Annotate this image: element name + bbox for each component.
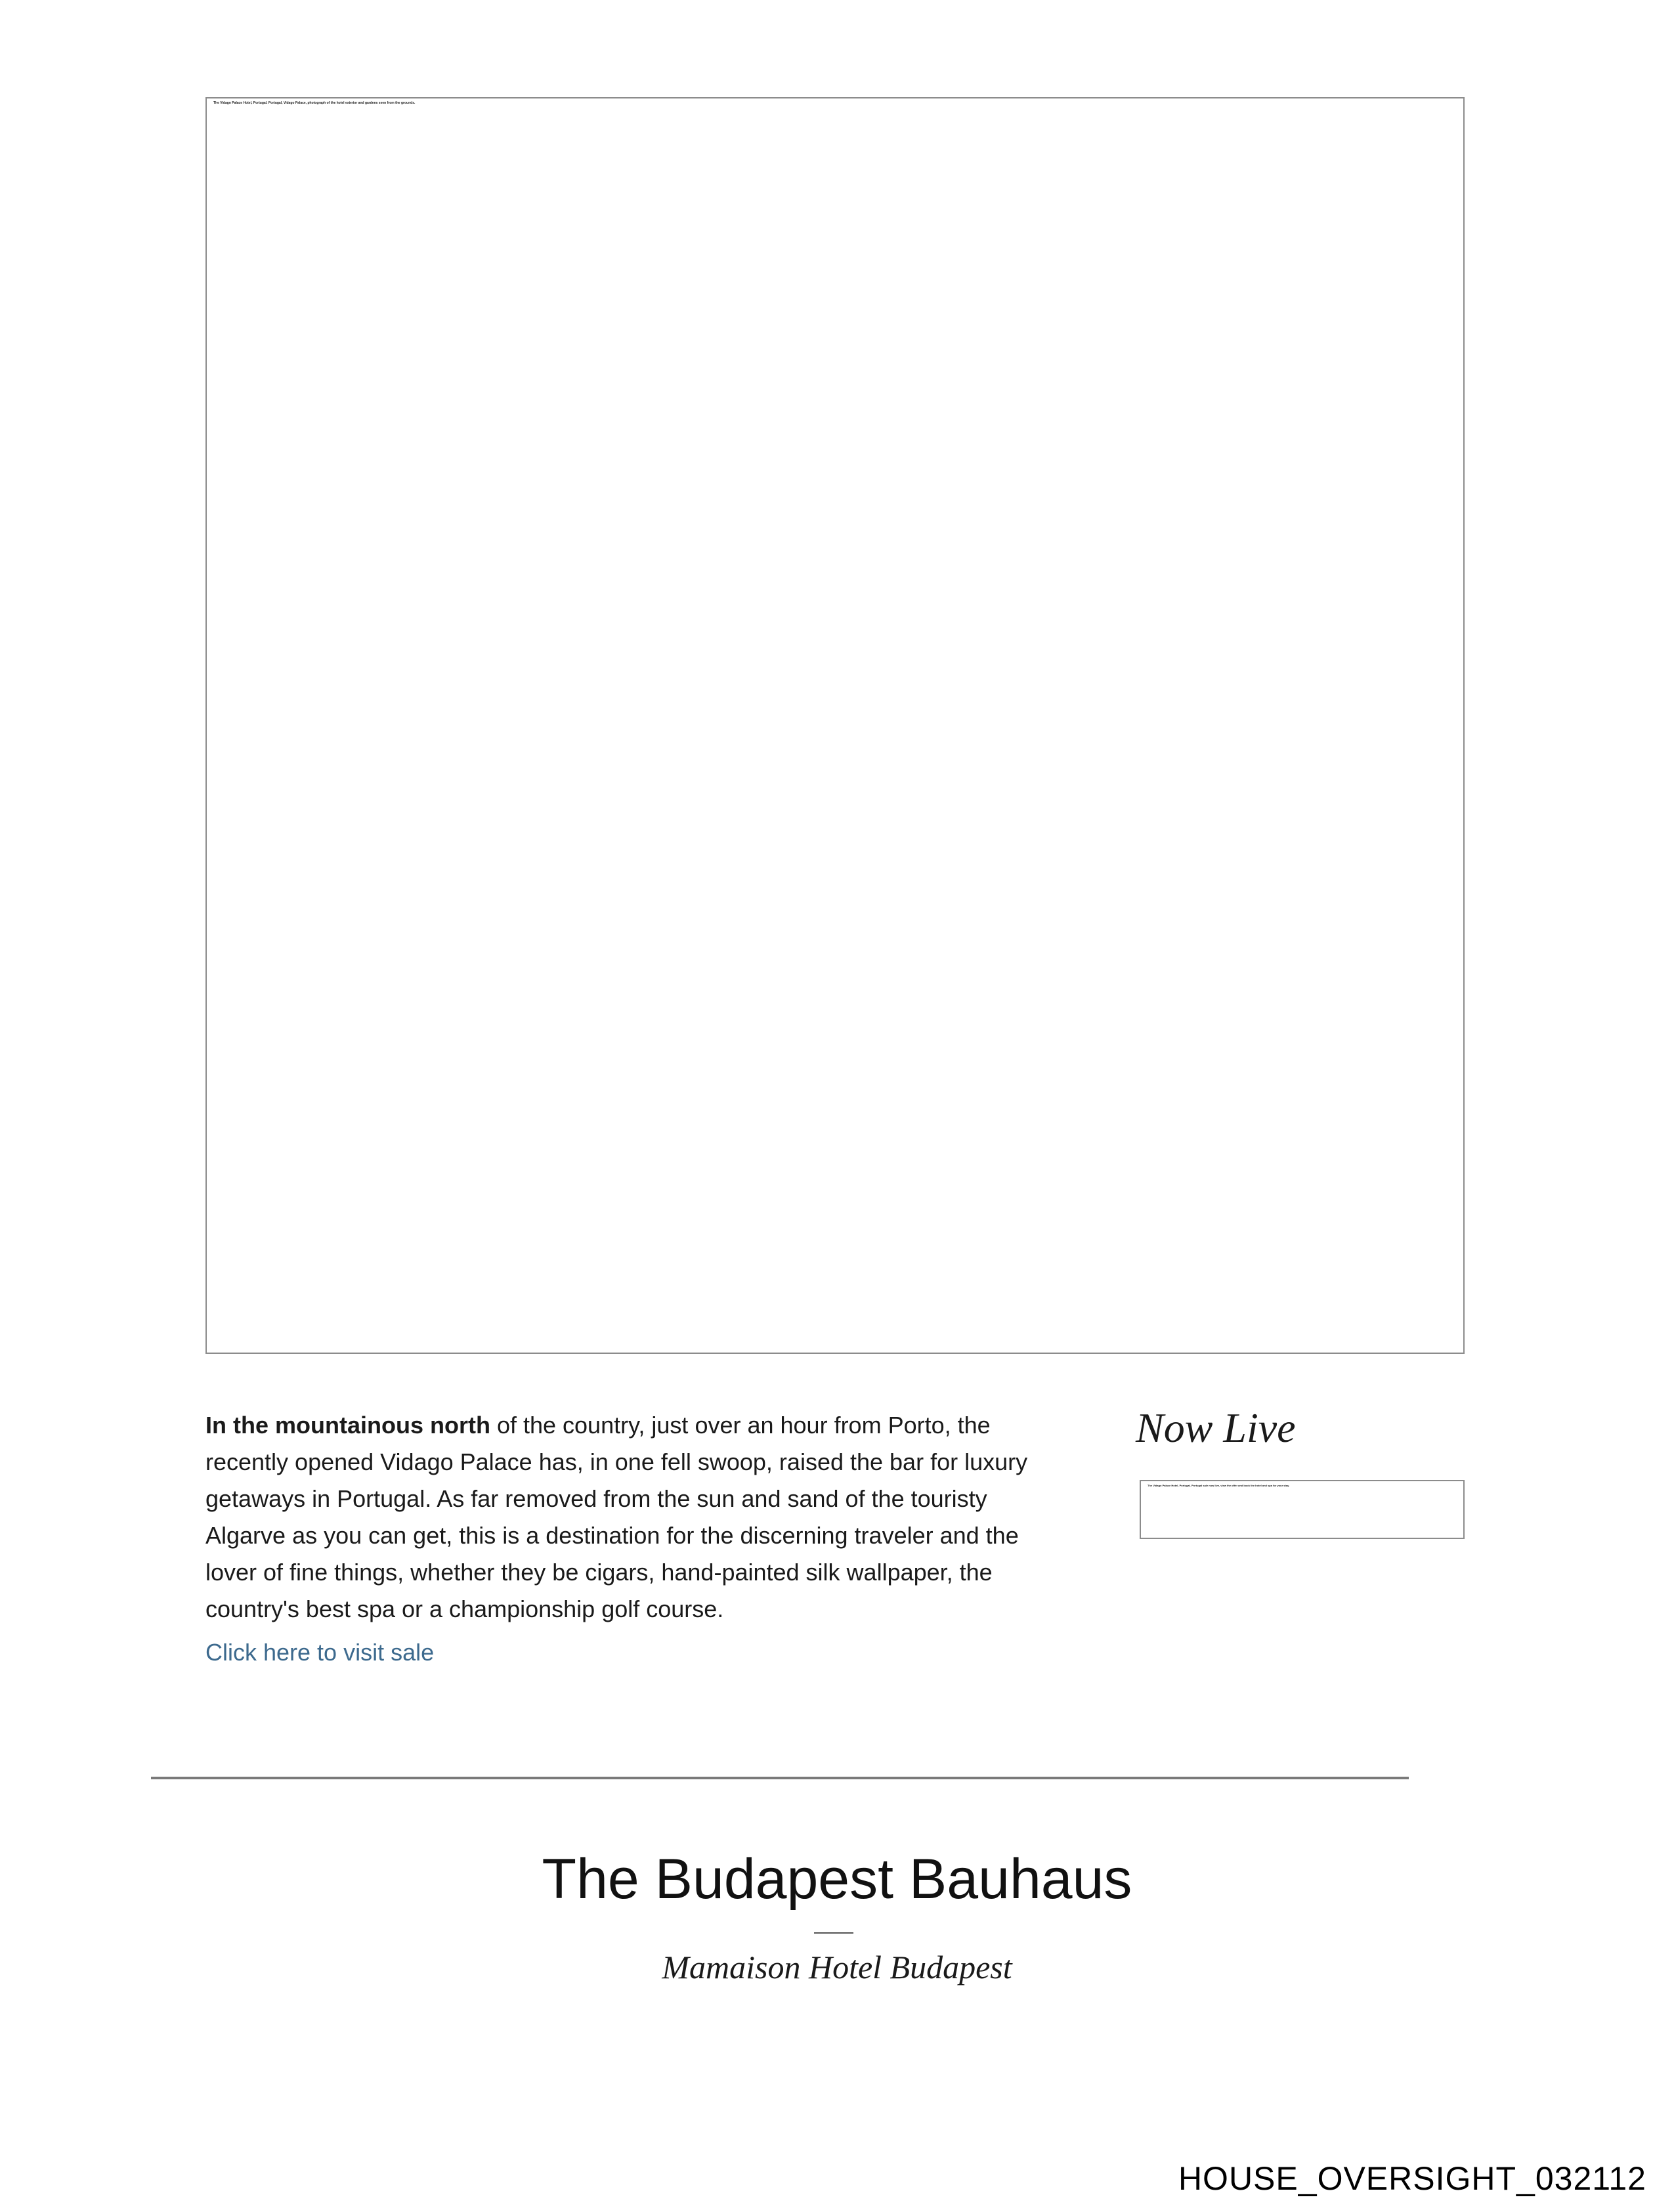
now-live-image-alt-text: The Vidago Palace Hotel, Portugal. Portugal sale now live, view the offer and book the hotel and spa for your stay. <box>1148 1484 1290 1487</box>
article-lead: In the mountainous north <box>205 1412 490 1439</box>
title-underline-rule <box>814 1932 853 1934</box>
section-title: The Budapest Bauhaus <box>542 1848 1132 1911</box>
bates-number-stamp: HOUSE_OVERSIGHT_032112 <box>1178 2160 1646 2197</box>
hero-image-placeholder <box>205 97 1465 1354</box>
now-live-image-placeholder[interactable] <box>1140 1480 1465 1539</box>
visit-sale-link[interactable]: Click here to visit sale <box>205 1639 435 1666</box>
hero-image-alt-text: The Vidago Palace Hotel, Portugal. Portugal, Vidago Palace, photograph of the hotel exterior and gardens seen from the grounds. <box>213 101 416 105</box>
section-subtitle: Mamaison Hotel Budapest <box>662 1949 1012 1985</box>
section-divider <box>151 1777 1409 1779</box>
now-live-heading: Now Live <box>1136 1404 1296 1451</box>
article-body-text: of the country, just over an hour from Porto, the recently opened Vidago Palace has, in one fell swoop, raised the bar for luxury getaways in Portugal. As far removed from the sun and sand of the touristy Algarve as you can get, this is a destination for the discerning traveler and the lover of fine things, whether they be cigars, hand-painted silk wallpaper, the country's best spa or a championship golf course. <box>205 1412 1028 1622</box>
article-section <box>205 1407 1033 1668</box>
article-paragraph <box>205 1407 1033 1628</box>
